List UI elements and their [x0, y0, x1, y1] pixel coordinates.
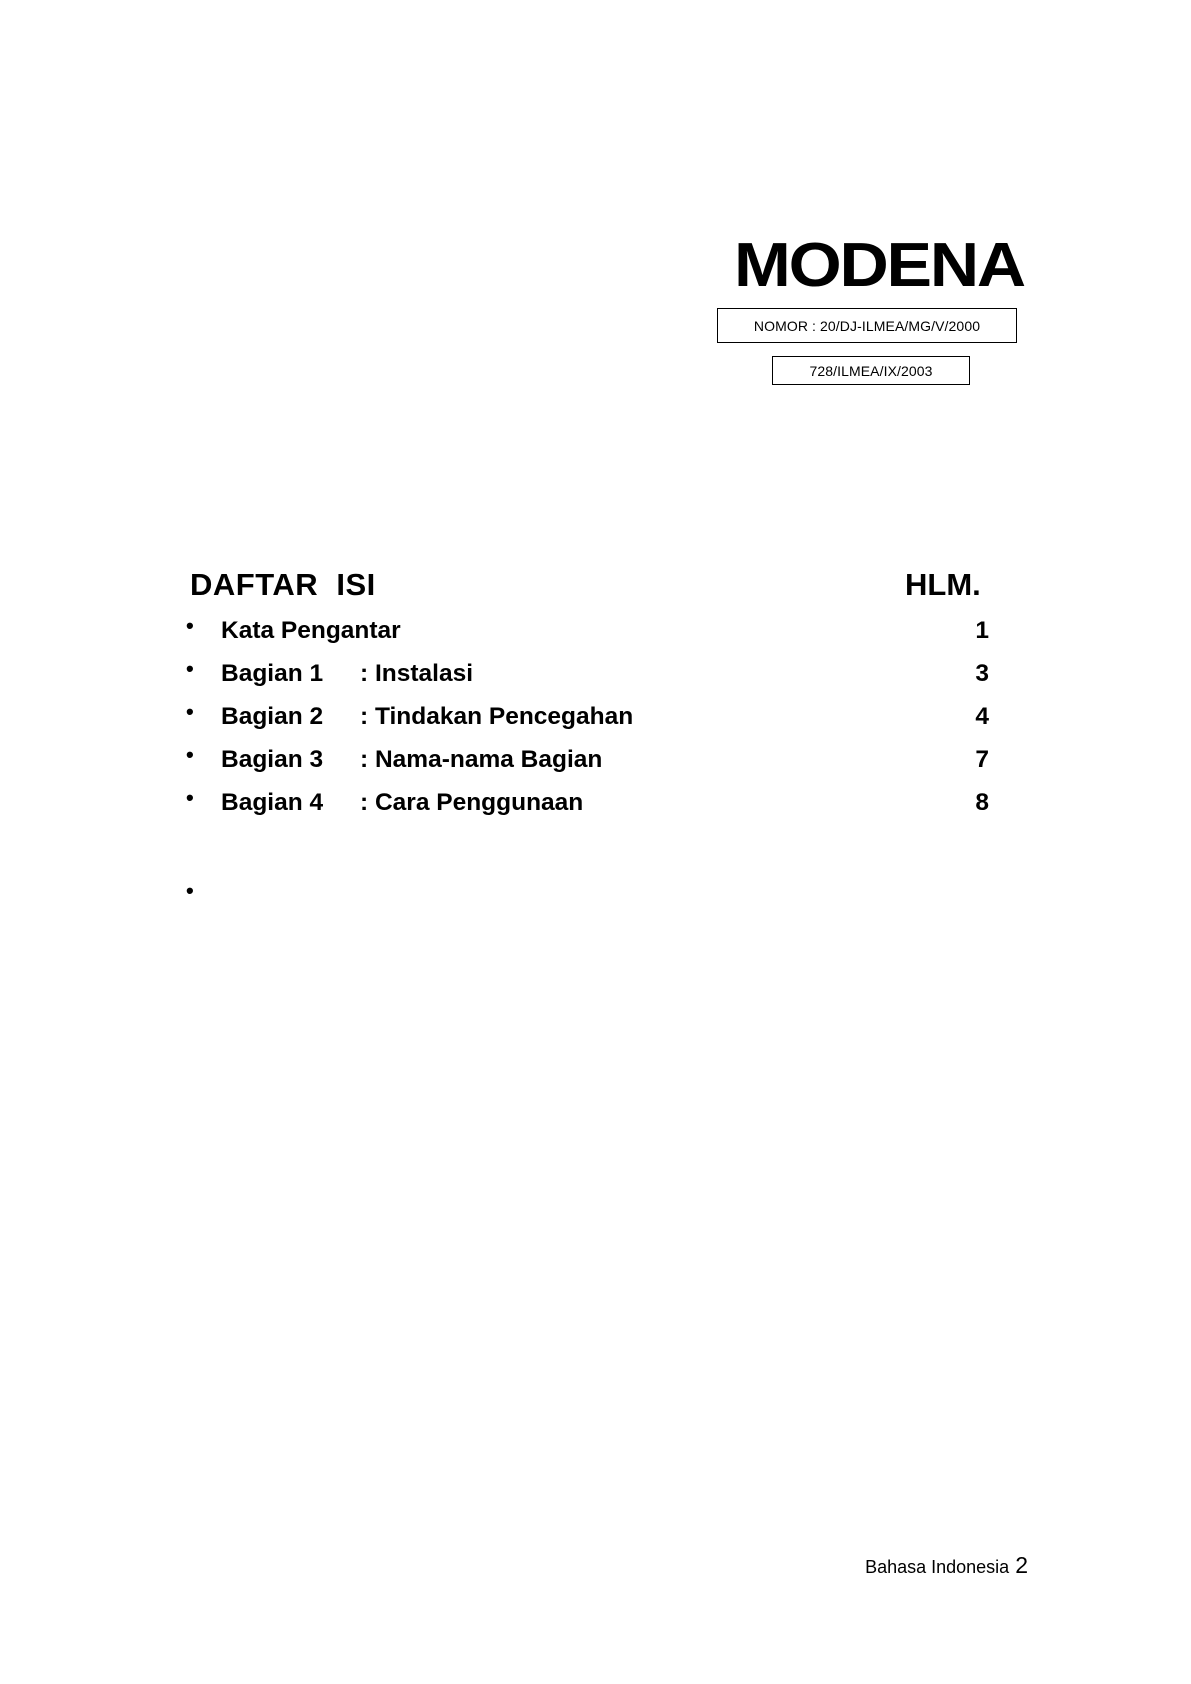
toc-title: DAFTAR ISI — [190, 567, 376, 602]
toc-item-title: Kata Pengantar — [221, 617, 401, 644]
toc-item-part: Bagian 3 — [221, 746, 324, 773]
toc-row — [0, 614, 1191, 648]
bullet-icon: • — [186, 699, 194, 724]
registration-secondary-box — [772, 356, 970, 385]
toc-item-part: Bagian 2 — [221, 703, 324, 730]
modena-logo-text: MODENA — [734, 234, 1025, 294]
bullet-icon: • — [186, 656, 194, 681]
toc-item-title: : Nama-nama Bagian — [360, 746, 603, 773]
toc-item-page: 4 — [975, 703, 989, 730]
registration-number: NOMOR : 20/DJ-ILMEA/MG/V/2000 — [753, 317, 981, 334]
modena-logo — [733, 234, 1025, 294]
bullet-icon: • — [186, 742, 194, 767]
toc-row — [0, 786, 1191, 820]
empty-bullet-icon: • — [186, 878, 194, 903]
toc-item-page: 8 — [975, 789, 989, 816]
toc-item-page: 7 — [975, 746, 989, 773]
toc-item-title: : Cara Penggunaan — [360, 789, 584, 816]
toc-row — [0, 657, 1191, 691]
bullet-icon: • — [186, 613, 194, 638]
bullet-icon: • — [186, 785, 194, 810]
toc-item-page: 1 — [975, 617, 989, 644]
toc-row — [0, 743, 1191, 777]
page-footer — [865, 1553, 1028, 1579]
footer-page-number: 2 — [1015, 1552, 1028, 1578]
registration-number-box — [717, 308, 1017, 343]
footer-language: Bahasa Indonesia — [865, 1557, 1010, 1577]
toc-page-header: HLM. — [905, 567, 981, 602]
registration-secondary: 728/ILMEA/IX/2003 — [809, 362, 933, 379]
toc-item-part: Bagian 4 — [221, 789, 324, 816]
toc-item-part: Bagian 1 — [221, 660, 324, 687]
toc-item-title: : Tindakan Pencegahan — [360, 703, 634, 730]
toc-item-title: : Instalasi — [360, 660, 474, 687]
toc-item-page: 3 — [975, 660, 989, 687]
toc-row — [0, 700, 1191, 734]
